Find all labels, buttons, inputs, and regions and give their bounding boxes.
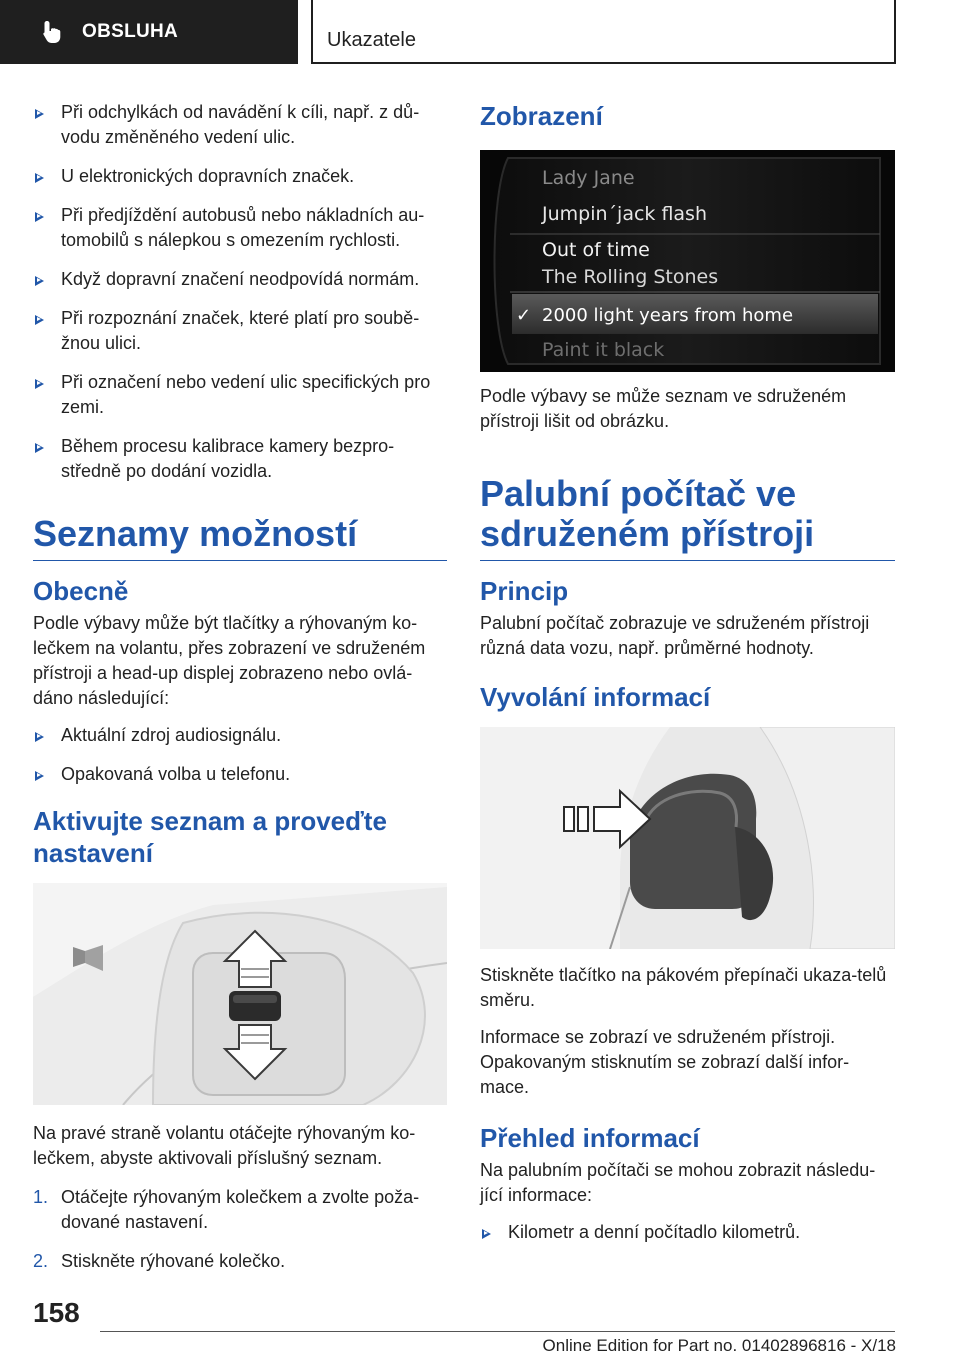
page-number: 158 <box>33 1297 80 1328</box>
paragraph-overview: Na palubním počítači se mohou zobrazit následu-jící informace: <box>480 1160 876 1205</box>
topic-label: Ukazatele <box>327 29 416 51</box>
heading-computer: Palubní počítač ve sdruženém přístroji <box>480 474 895 561</box>
section-label: OBSLUHA <box>82 21 179 42</box>
bullet-arrow-icon <box>35 173 44 183</box>
paragraph-recall-2: Informace se zobrazí ve sdruženém přístroji. Opakovaným stisknutím se zobrazí další infor-mace. <box>480 1027 850 1097</box>
list-item: Lady Jane <box>542 167 635 189</box>
bullet-arrow-icon <box>35 276 44 286</box>
footer-divider <box>100 1331 895 1332</box>
paragraph-general: Podle výbavy může být tlačítky a rýhovaným ko-lečkem na volantu, přes zobrazení ve sdruženém přístroji a head-up displej zobrazeno nebo ovlá-dáno následující: <box>33 613 426 708</box>
bullet-arrow-icon <box>482 1229 491 1239</box>
caption-wheel: Na pravé straně volantu otáčejte rýhovaným ko-lečkem, abyste aktivovali příslušný seznam. <box>33 1123 416 1168</box>
list-item: U elektronických dopravních značek. <box>33 164 447 189</box>
bullet-arrow-icon <box>35 109 44 119</box>
list-item: Kilometr a denní počítadlo kilometrů. <box>480 1220 895 1245</box>
turn-signal-lever-illustration <box>480 727 895 949</box>
list-item: Při odchylkách od navádění k cíli, např. z dů-vodu změněného vedení ulic. <box>33 100 447 150</box>
heading-principle: Princip <box>480 576 569 606</box>
section-header <box>0 0 298 64</box>
list-item: Jumpin´jack flash <box>542 203 707 225</box>
list-item: Během procesu kalibrace kamery bezpro-středně po dodání vozidla. <box>33 434 447 484</box>
list-item: Out of time <box>542 239 650 261</box>
right-column <box>480 100 895 1259</box>
list-item: The Rolling Stones <box>542 266 719 288</box>
step-item: 1. Otáčejte rýhovaným kolečkem a zvolte poža-dované nastavení. <box>33 1187 420 1232</box>
bullet-arrow-icon <box>35 443 44 453</box>
heading-display: Zobrazení <box>480 101 603 131</box>
list-item: 2000 light years from home <box>542 305 794 326</box>
bullet-arrow-icon <box>35 379 44 389</box>
step-item: 2. Stiskněte rýhované kolečko. <box>33 1251 286 1271</box>
bullet-arrow-icon <box>35 732 44 742</box>
topic-header <box>311 0 896 64</box>
paragraph-principle: Palubní počítač zobrazuje ve sdruženém přístroji různá data vozu, např. průměrné hodnoty. <box>480 613 870 658</box>
list-item: Aktuální zdroj audiosignálu. <box>33 723 447 748</box>
heading-overview: Přehled informací <box>480 1123 700 1153</box>
footer-edition: Online Edition for Part no. 01402896816 - X/18 <box>542 1336 896 1355</box>
list-item: Při předjíždění autobusů nebo nákladních au-tomobilů s nálepkou s omezením rychlosti. <box>33 203 447 253</box>
heading-lists: Seznamy možností <box>33 514 447 561</box>
paragraph-recall-1: Stiskněte tlačítko na pákovém přepínači ukaza-telů směru. <box>480 965 887 1010</box>
left-column <box>33 100 447 1288</box>
list-item: Při rozpoznání značek, které platí pro soubě-žnou ulici. <box>33 306 447 356</box>
steering-wheel-roller-illustration <box>33 883 447 1105</box>
list-item: Když dopravní značení neodpovídá normám. <box>33 267 447 292</box>
checkmark-icon: ✓ <box>516 305 532 326</box>
list-item: Při označení nebo vedení ulic specifických pro zemi. <box>33 370 447 420</box>
cluster-display-list-image <box>480 150 895 372</box>
hand-pointer-icon <box>40 19 66 45</box>
caption-display: Podle výbavy se může seznam ve sdruženém přístroji lišit od obrázku. <box>480 386 847 431</box>
bullet-arrow-icon <box>35 315 44 325</box>
bullet-arrow-icon <box>35 771 44 781</box>
list-item: Paint it black <box>542 339 665 361</box>
bullet-arrow-icon <box>35 212 44 222</box>
heading-recall: Vyvolání informací <box>480 682 711 712</box>
list-item: Opakovaná volba u telefonu. <box>33 762 447 787</box>
heading-activate: Aktivujte seznam a proveďte nastavení <box>33 806 387 868</box>
heading-general: Obecně <box>33 576 129 606</box>
